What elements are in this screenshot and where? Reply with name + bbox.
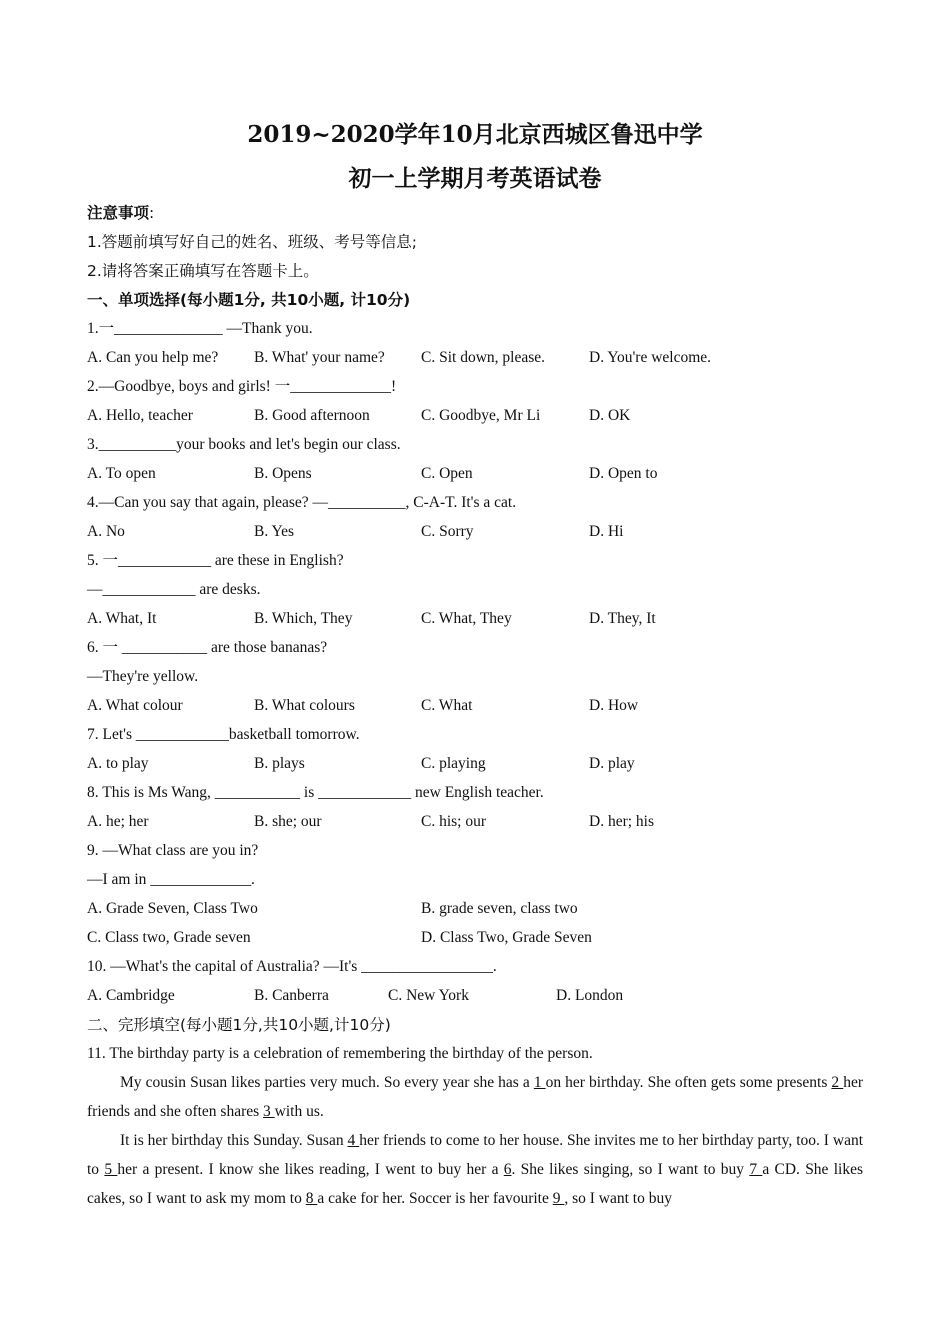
q4-option-c: C. Sorry [421, 523, 474, 540]
question-10-stem: 10. —What's the capital of Australia? —It's _________________. [87, 958, 497, 975]
q8-option-d: D. her; his [589, 813, 655, 830]
q1-option-a: A. Can you help me? [87, 349, 219, 366]
q1-option-b: B. What' your name? [254, 349, 385, 366]
question-5-stem-line2: —____________ are desks. [87, 581, 261, 598]
q8-option-a: A. he; her [87, 813, 149, 830]
cloze-blank-8: 8 [305, 1190, 318, 1207]
question-7-stem: 7. Let's ____________basketball tomorrow. [87, 726, 360, 743]
cloze-text: , so I want to buy [564, 1190, 672, 1207]
q6-option-b: B. What colours [254, 697, 355, 714]
question-9-stem-line2: —I am in _____________. [87, 871, 255, 888]
q6-option-a: A. What colour [87, 697, 183, 714]
q10-option-b: B. Canberra [254, 987, 329, 1004]
cloze-blank-4: 4 [347, 1132, 360, 1149]
cloze-text: her friends and she often shares [87, 1074, 864, 1120]
q4-option-d: D. Hi [589, 523, 624, 540]
q2-option-a: A. Hello, teacher [87, 407, 193, 424]
question-5-stem: 5. 一____________ are these in English? [87, 552, 344, 569]
q3-option-c: C. Open [421, 465, 473, 482]
q6-option-c: C. What [421, 697, 473, 714]
question-6-stem-line2: —They're yellow. [87, 668, 199, 685]
cloze-paragraph-1 [87, 1068, 863, 1126]
q2-option-d: D. OK [589, 407, 631, 424]
q10-option-d: D. London [556, 987, 624, 1004]
notice-colon: : [149, 204, 155, 222]
cloze-blank-3: 3 [263, 1103, 275, 1120]
q10-option-a: A. Cambridge [87, 987, 175, 1004]
cloze-text: on her birthday. She often gets some presents [545, 1074, 832, 1091]
q6-option-d: D. How [589, 697, 639, 714]
notice-item-1: 1.答题前填写好自己的姓名、班级、考号等信息; [87, 233, 418, 251]
cloze-text: a CD. She likes cakes, so I want to ask my mom to [87, 1161, 863, 1207]
cloze-text: her friends to come to her house. She invites me to her birthday party, too. I want to [87, 1132, 864, 1178]
cloze-blank-6: 6 [503, 1161, 512, 1178]
cloze-text: My cousin Susan likes parties very much. So every year she has a [120, 1074, 534, 1091]
q3-option-b: B. Opens [254, 465, 312, 482]
q10-option-c: C. New York [388, 987, 469, 1004]
cloze-text: with us. [274, 1103, 324, 1120]
q8-option-c: C. his; our [421, 813, 487, 830]
question-6-stem: 6. 一 ___________ are those bananas? [87, 639, 328, 656]
q4-option-b: B. Yes [254, 523, 295, 540]
q7-option-d: D. play [589, 755, 635, 772]
cloze-text: . She likes singing, so I want to buy [511, 1161, 750, 1178]
q1-option-c: C. Sit down, please. [421, 349, 545, 366]
cloze-text: her a present. I know she likes reading, I went to buy her a [117, 1161, 504, 1178]
q9-option-a: A. Grade Seven, Class Two [87, 900, 258, 917]
cloze-blank-7: 7 [749, 1161, 763, 1178]
question-8-stem: 8. This is Ms Wang, ___________ is ____________ new English teacher. [87, 784, 544, 801]
section2-heading: 二、完形填空(每小题1分,共10小题,计10分) [87, 1016, 391, 1034]
q2-option-b: B. Good afternoon [254, 407, 370, 424]
notice-heading-row [87, 203, 154, 223]
cloze-text: a cake for her. Soccer is her favourite [317, 1190, 553, 1207]
q7-option-b: B. plays [254, 755, 305, 772]
q5-option-b: B. Which, They [254, 610, 353, 627]
q2-option-c: C. Goodbye, Mr Li [421, 407, 541, 424]
q9-option-d: D. Class Two, Grade Seven [421, 929, 592, 946]
cloze-text: It is her birthday this Sunday. Susan [120, 1132, 348, 1149]
cloze-paragraph-2 [87, 1126, 863, 1213]
question-2-stem: 2.—Goodbye, boys and girls! 一_____________! [87, 378, 397, 395]
q7-option-a: A. to play [87, 755, 149, 772]
question-11-lead: 11. The birthday party is a celebration of remembering the birthday of the person. [87, 1045, 593, 1062]
q3-option-a: A. To open [87, 465, 156, 482]
question-4-stem: 4.—Can you say that again, please? —__________, C-A-T. It's a cat. [87, 494, 517, 511]
q4-option-a: A. No [87, 523, 125, 540]
q3-option-d: D. Open to [589, 465, 658, 482]
q1-option-d: D. You're welcome. [589, 349, 712, 366]
q7-option-c: C. playing [421, 755, 486, 772]
q9-option-c: C. Class two, Grade seven [87, 929, 251, 946]
section1-heading: 一、单项选择(每小题1分, 共10小题, 计10分) [87, 291, 411, 309]
q9-option-b: B. grade seven, class two [421, 900, 578, 917]
q5-option-c: C. What, They [421, 610, 512, 627]
question-1-stem: 1.一______________ —Thank you. [87, 320, 313, 337]
cloze-blank-9: 9 [552, 1190, 565, 1207]
question-3-stem: 3.__________your books and let's begin our class. [87, 436, 401, 453]
q5-option-a: A. What, It [87, 610, 157, 627]
notice-item-2: 2.请将答案正确填写在答题卡上。 [87, 262, 319, 280]
cloze-blank-5: 5 [104, 1161, 118, 1178]
q8-option-b: B. she; our [254, 813, 322, 830]
exam-title-line1: 2019~2020学年10月北京西城区鲁迅中学 [247, 121, 703, 148]
cloze-blank-2: 2 [831, 1074, 844, 1091]
q5-option-d: D. They, It [589, 610, 656, 627]
exam-title-line2: 初一上学期月考英语试卷 [348, 165, 602, 192]
notice-heading: 注意事项 [87, 204, 150, 222]
question-9-stem: 9. —What class are you in? [87, 842, 259, 859]
cloze-blank-1: 1 [533, 1074, 546, 1091]
